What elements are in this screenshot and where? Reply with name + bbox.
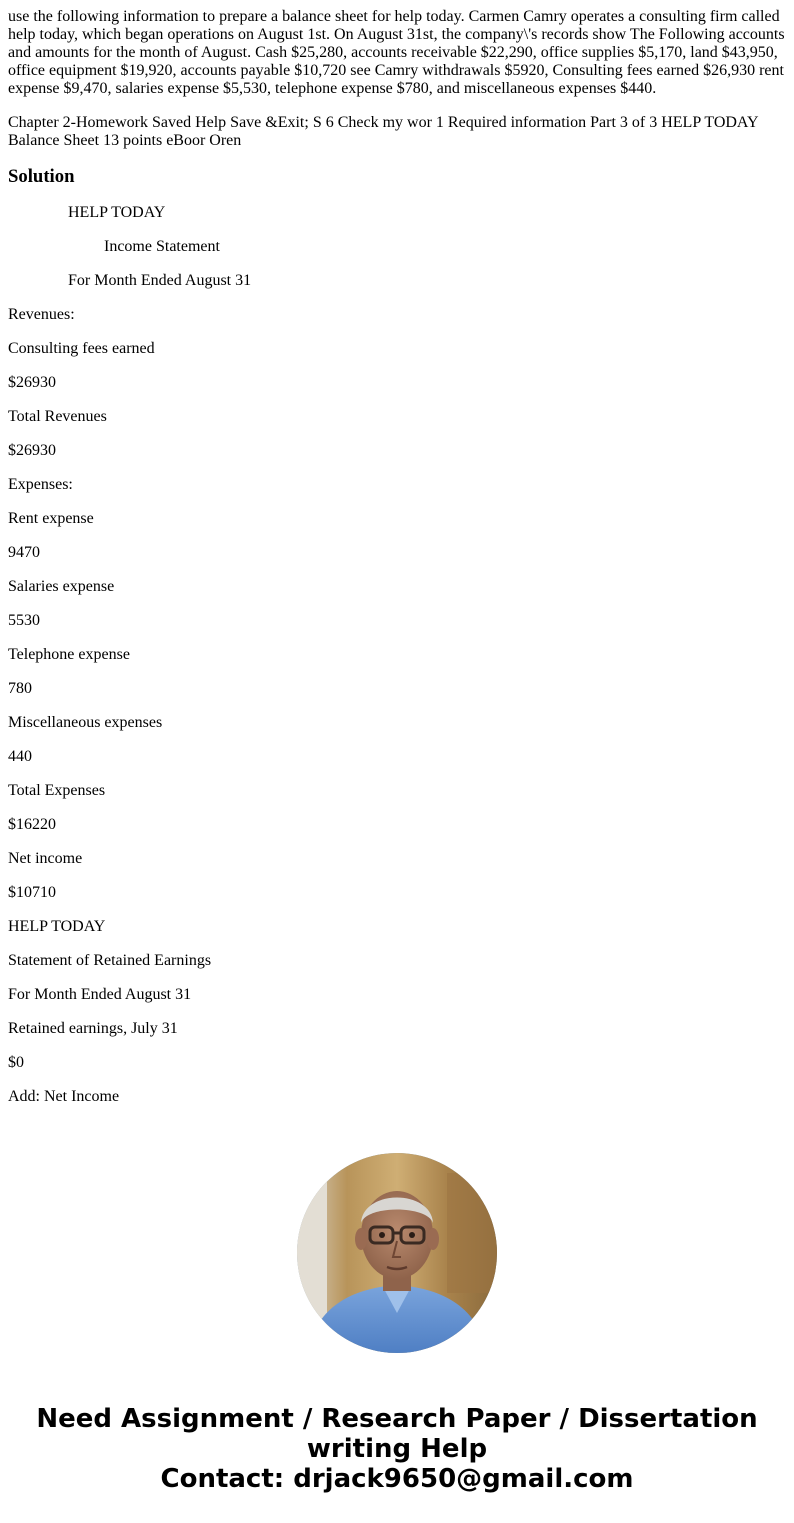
add-net-income-label: Add: Net Income xyxy=(8,1088,120,1105)
retained-earnings-opening-label: Retained earnings, July 31 xyxy=(8,1020,178,1037)
income-statement-period: For Month Ended August 31 xyxy=(68,272,252,289)
rent-expense-value: 9470 xyxy=(8,544,40,561)
salaries-expense-value: 5530 xyxy=(8,612,40,629)
page-content xyxy=(8,8,786,1122)
author-portrait-image xyxy=(297,1153,497,1353)
misc-expenses-value: 440 xyxy=(8,748,32,765)
expenses-label: Expenses: xyxy=(8,476,73,493)
total-revenues-label: Total Revenues xyxy=(8,408,107,425)
total-revenues-value: $26930 xyxy=(8,442,56,459)
consulting-fees-value: $26930 xyxy=(8,374,56,391)
retained-earnings-company: HELP TODAY xyxy=(8,918,106,935)
misc-expenses-label: Miscellaneous expenses xyxy=(8,714,163,731)
total-expenses-label: Total Expenses xyxy=(8,782,106,799)
contact-banner xyxy=(0,1404,794,1494)
contact-email[interactable]: Contact: drjack9650@gmail.com xyxy=(160,1464,634,1494)
net-income-label: Net income xyxy=(8,850,83,867)
salaries-expense-label: Salaries expense xyxy=(8,578,115,595)
question-screenshot-text: Chapter 2-Homework Saved Help Save &Exit; S 6 Check my wor 1 Required information Part 3 of 3 HELP TODAY Balance Sheet 13 points eBoor Oren xyxy=(8,114,758,149)
contact-banner-line-2: writing Help xyxy=(306,1434,488,1464)
consulting-fees-label: Consulting fees earned xyxy=(8,340,155,357)
retained-earnings-opening-value: $0 xyxy=(8,1054,24,1071)
income-statement-title: Income Statement xyxy=(104,238,220,255)
solution-heading: Solution xyxy=(8,166,75,187)
net-income-value: $10710 xyxy=(8,884,56,901)
author-avatar xyxy=(297,1153,497,1353)
telephone-expense-value: 780 xyxy=(8,680,32,697)
question-paragraph: use the following information to prepare a balance sheet for help today. Carmen Camry operates a consulting firm called help today, which began operations on August 1st. On August 31st, the company\'s records show The Following accounts and amounts for the month of August. Cash $25,280, accounts receivable $22,290, office supplies $5,170, land $43,950, office equipment $19,920, accounts payable $10,720 see Camry withdrawals $5920, Consulting fees earned $26,930 rent expense $9,470, salaries expense $5,530, telephone expense $780, and miscellaneous expenses $440. xyxy=(8,8,785,97)
revenues-label: Revenues: xyxy=(8,306,75,323)
telephone-expense-label: Telephone expense xyxy=(8,646,130,663)
contact-banner-line-1: Need Assignment / Research Paper / Dissertation xyxy=(36,1404,758,1434)
income-statement-company: HELP TODAY xyxy=(68,204,166,221)
total-expenses-value: $16220 xyxy=(8,816,56,833)
retained-earnings-title: Statement of Retained Earnings xyxy=(8,952,212,969)
rent-expense-label: Rent expense xyxy=(8,510,94,527)
retained-earnings-period: For Month Ended August 31 xyxy=(8,986,192,1003)
